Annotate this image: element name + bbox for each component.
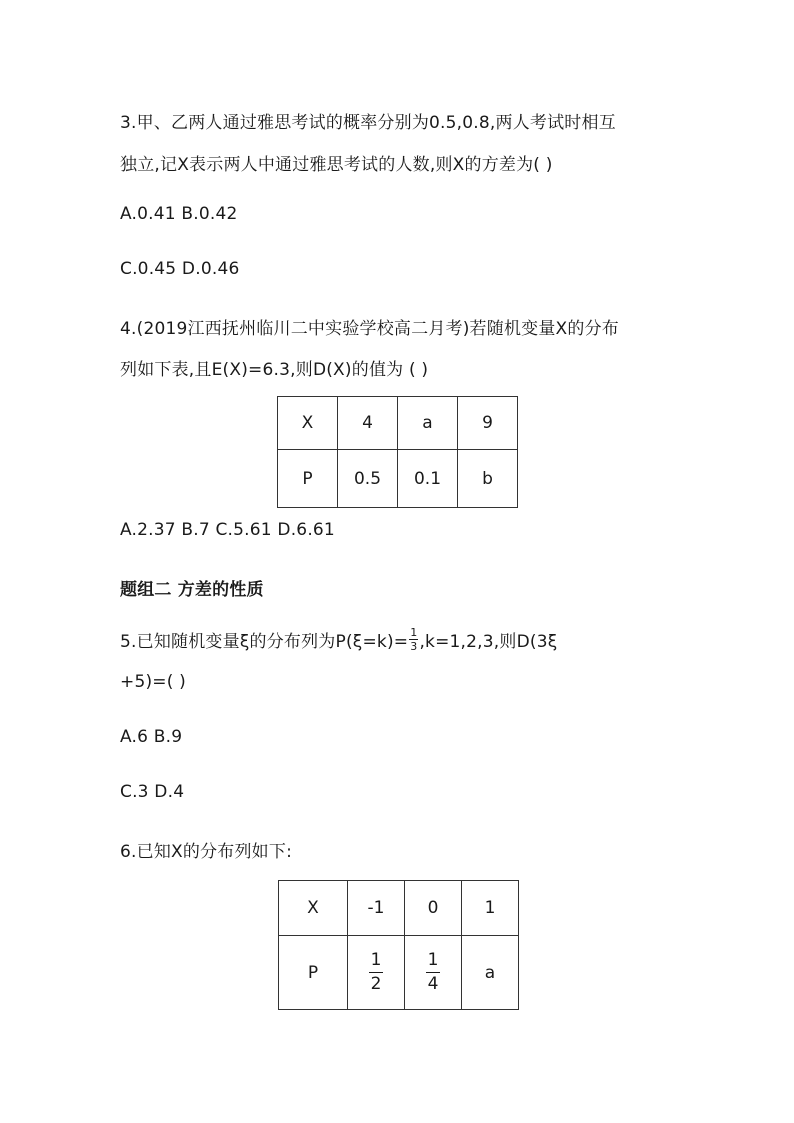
q3-options-row2: C.0.45 D.0.46 bbox=[120, 259, 240, 279]
q4-distribution-table bbox=[277, 396, 518, 508]
table-cell: P bbox=[278, 450, 338, 508]
fraction-denominator: 2 bbox=[370, 974, 382, 994]
q4-stem-line2: 列如下表,且E(X)=6.3,则D(X)的值为 ( ) bbox=[120, 360, 429, 380]
table-cell: P bbox=[279, 936, 348, 1010]
table-cell: b bbox=[458, 450, 518, 508]
q3-stem-line2: 独立,记X表示两人中通过雅思考试的人数,则X的方差为( ) bbox=[120, 155, 553, 175]
table-row bbox=[279, 936, 519, 1010]
fraction bbox=[409, 627, 418, 652]
fraction-denominator: 4 bbox=[427, 974, 439, 994]
q5-options-row1: A.6 B.9 bbox=[120, 727, 183, 747]
table-row bbox=[278, 450, 518, 508]
section-title: 题组二 方差的性质 bbox=[120, 580, 264, 600]
q4-options: A.2.37 B.7 C.5.61 D.6.61 bbox=[120, 520, 335, 540]
q6-distribution-table bbox=[278, 880, 519, 1010]
q5-stem-text-a: 5.已知随机变量ξ的分布列为P(ξ=k)= bbox=[120, 632, 409, 652]
table-cell: a bbox=[398, 397, 458, 450]
fraction bbox=[426, 952, 441, 993]
table-cell: 1 bbox=[462, 881, 519, 936]
q3-options-row1: A.0.41 B.0.42 bbox=[120, 204, 238, 224]
table-cell: 9 bbox=[458, 397, 518, 450]
table-cell: a bbox=[462, 936, 519, 1010]
q5-stem-line1 bbox=[120, 627, 557, 655]
table-cell: 4 bbox=[338, 397, 398, 450]
fraction-denominator: 3 bbox=[410, 639, 418, 653]
fraction-numerator: 1 bbox=[369, 952, 384, 973]
fraction-numerator: 1 bbox=[426, 952, 441, 973]
table-cell: 0.5 bbox=[338, 450, 398, 508]
fraction-numerator: 1 bbox=[410, 625, 418, 639]
q4-stem-line1: 4.(2019江西抚州临川二中实验学校高二月考)若随机变量X的分布 bbox=[120, 319, 619, 339]
table-cell bbox=[405, 936, 462, 1010]
table-row bbox=[278, 397, 518, 450]
table-row bbox=[279, 881, 519, 936]
table-cell: 0 bbox=[405, 881, 462, 936]
table-cell: -1 bbox=[348, 881, 405, 936]
q5-stem-line2: +5)=( ) bbox=[120, 672, 187, 692]
table-cell: 0.1 bbox=[398, 450, 458, 508]
q6-stem: 6.已知X的分布列如下: bbox=[120, 842, 292, 862]
table-cell bbox=[348, 936, 405, 1010]
q3-stem-line1: 3.甲、乙两人通过雅思考试的概率分别为0.5,0.8,两人考试时相互 bbox=[120, 113, 616, 133]
table-cell: X bbox=[279, 881, 348, 936]
fraction bbox=[369, 952, 384, 993]
q5-stem-text-b: ,k=1,2,3,则D(3ξ bbox=[419, 632, 558, 652]
q5-options-row2: C.3 D.4 bbox=[120, 782, 185, 802]
table-cell: X bbox=[278, 397, 338, 450]
